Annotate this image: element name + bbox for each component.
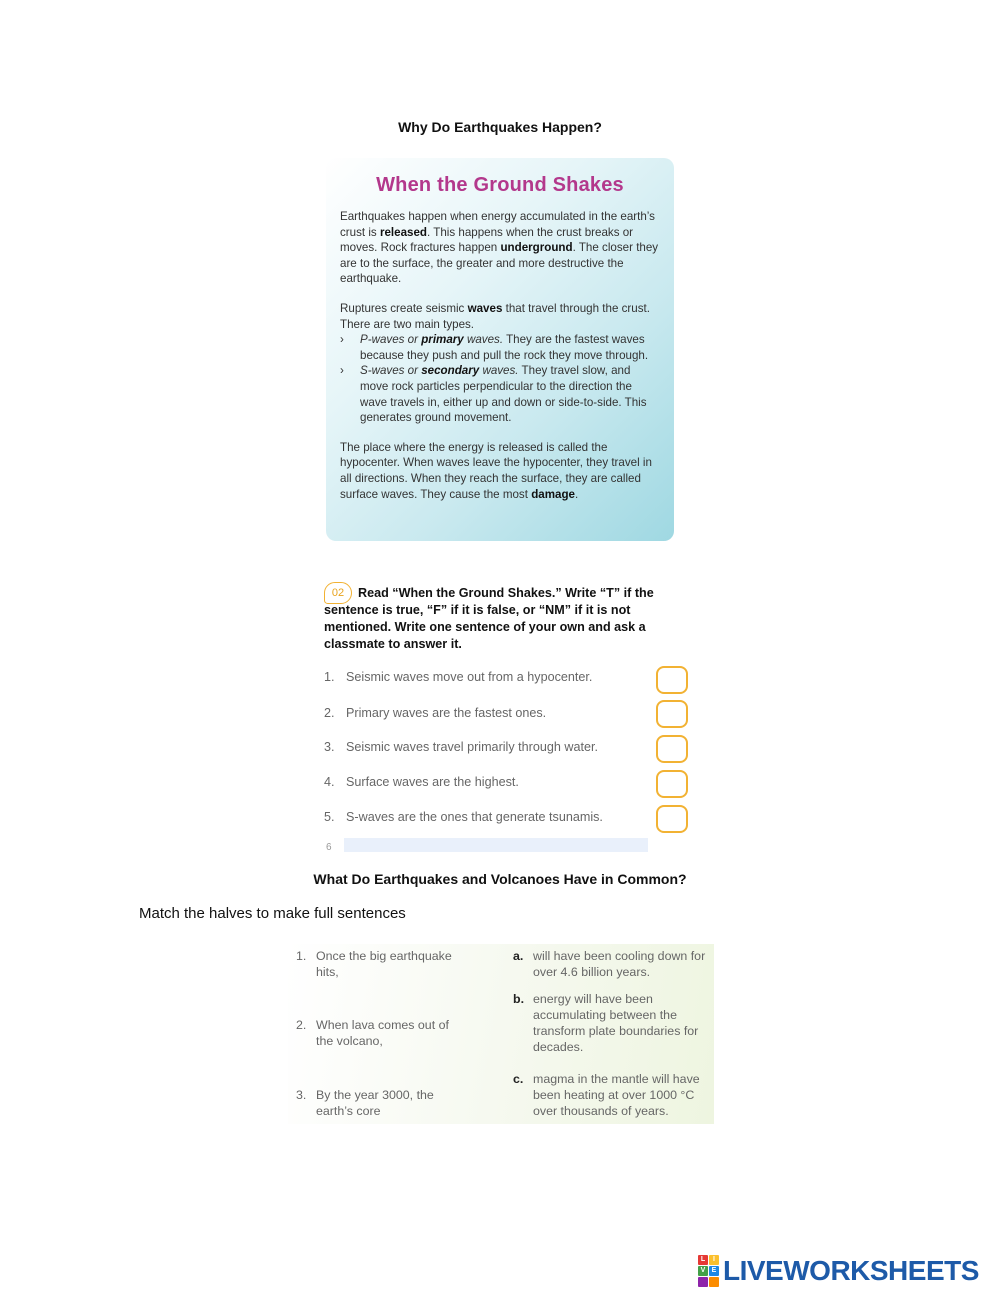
matching-instruction: Match the halves to make full sentences	[139, 905, 406, 922]
page-title: Why Do Earthquakes Happen?	[398, 119, 602, 135]
logo-tile: E	[709, 1266, 719, 1276]
match-left-2[interactable]: 2. When lava comes out of the volcano,	[296, 1018, 449, 1048]
logo-text: LIVEWORKSHEETS	[723, 1255, 979, 1286]
answer-input-2[interactable]	[656, 700, 688, 728]
reading-title: When the Ground Shakes	[376, 174, 624, 196]
paragraph-3: The place where the energy is released is called the hypocenter. When waves leave the hypocenter, they travel in all directions. When they reach the surface, they are called surface waves. They cause the most damage.	[340, 440, 652, 501]
chevron-right-icon: ›	[340, 364, 344, 378]
section-title: What Do Earthquakes and Volcanoes Have in Common?	[313, 871, 687, 887]
exercise-number-badge: 02	[324, 582, 352, 604]
list-item: 5. S-waves are the ones that generate tsunamis.	[324, 810, 603, 824]
item-number-6: 6	[326, 842, 332, 853]
logo-tile: I	[709, 1255, 719, 1265]
own-sentence-input[interactable]	[344, 838, 648, 852]
reading-passage	[326, 158, 674, 541]
match-right-b[interactable]: b. energy will have been accumulating between the transform plate boundaries for decades.	[513, 992, 699, 1054]
match-right-a[interactable]: a. will have been cooling down for over 4.6 billion years.	[513, 949, 706, 979]
chevron-right-icon: ›	[340, 333, 344, 347]
list-item: 3. Seismic waves travel primarily through water.	[324, 740, 598, 754]
answer-input-5[interactable]	[656, 805, 688, 833]
logo-tile: V	[698, 1266, 708, 1276]
bullet-p-waves: › P-waves or primary waves. They are the fastest waves because they push and pull the rock they move through.	[340, 333, 649, 362]
match-left-1[interactable]: 1. Once the big earthquake hits,	[296, 949, 452, 979]
match-left-3[interactable]: 3. By the year 3000, the earth’s core	[296, 1088, 434, 1118]
answer-input-1[interactable]	[656, 666, 688, 694]
logo-tiles-icon	[698, 1255, 719, 1287]
list-item: 2. Primary waves are the fastest ones.	[324, 706, 547, 720]
match-right-c[interactable]: c. magma in the mantle will have been heating at over 1000 °C over thousands of years.	[513, 1072, 700, 1118]
answer-input-4[interactable]	[656, 770, 688, 798]
list-item: 4. Surface waves are the highest.	[324, 775, 519, 789]
answer-input-3[interactable]	[656, 735, 688, 763]
paragraph-1: Earthquakes happen when energy accumulated in the earth’s crust is released. This happens when the crust breaks or moves. Rock fractures happen underground. The closer they are to the surface, the greater and more destructive the earthquake.	[340, 210, 659, 286]
logo-tile	[709, 1277, 719, 1287]
list-item: 1. Seismic waves move out from a hypocenter.	[324, 670, 593, 684]
exercise-instruction: Read “When the Ground Shakes.” Write “T” if the sentence is true, “F” if it is false, or “NM” if it is not mentioned. Write one sentence of your own and ask a classmate to answer it.	[324, 586, 654, 651]
logo-tile: L	[698, 1255, 708, 1265]
liveworksheets-logo	[698, 1256, 979, 1286]
bullet-s-waves: › S-waves or secondary waves. They travel slow, and move rock particles perpendicular to the direction the wave travels in, either up and down or side-to-side. This generates ground movement.	[340, 364, 647, 425]
paragraph-2: Ruptures create seismic waves that travel through the crust. There are two main types.	[340, 301, 650, 331]
logo-tile	[698, 1277, 708, 1287]
